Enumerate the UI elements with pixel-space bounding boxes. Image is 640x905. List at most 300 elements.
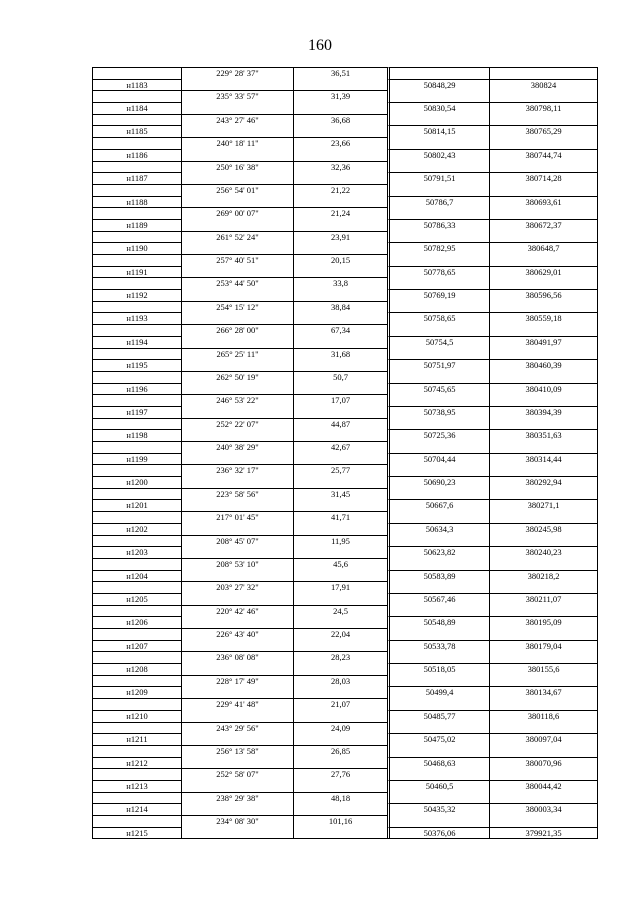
point-row (93, 640, 597, 652)
x-cell: 50830,54 (387, 102, 489, 114)
point-row (93, 453, 597, 465)
distance-cell: 36,51 (293, 67, 387, 79)
y-cell (489, 698, 597, 710)
point-row (93, 406, 597, 418)
point-cell: н1204 (93, 570, 181, 582)
distance-cell: 23,91 (293, 231, 387, 243)
x-cell (387, 605, 489, 617)
x-cell (387, 511, 489, 523)
segment-row (93, 137, 597, 149)
point-cell (93, 394, 181, 406)
bearing-cell (181, 546, 293, 558)
distance-cell: 21,22 (293, 184, 387, 196)
point-cell (93, 675, 181, 687)
segment-row (93, 324, 597, 336)
point-row (93, 523, 597, 535)
segment-row (93, 605, 597, 617)
bearing-cell: 223° 58' 56" (181, 488, 293, 500)
point-cell: н1196 (93, 383, 181, 395)
point-cell (93, 137, 181, 149)
segment-row (93, 745, 597, 757)
bearing-cell: 262° 50' 19" (181, 371, 293, 383)
distance-cell (293, 125, 387, 137)
distance-cell (293, 523, 387, 535)
bearing-cell (181, 336, 293, 348)
y-cell: 380394,39 (489, 406, 597, 418)
bearing-cell: 217° 01' 45" (181, 511, 293, 523)
point-cell (93, 441, 181, 453)
bearing-cell (181, 499, 293, 511)
y-cell (489, 768, 597, 780)
bearing-cell: 226° 43' 40" (181, 628, 293, 640)
segment-row (93, 441, 597, 453)
y-cell: 380240,23 (489, 546, 597, 558)
point-cell: н1206 (93, 616, 181, 628)
y-cell: 380460,39 (489, 359, 597, 371)
bearing-cell (181, 686, 293, 698)
x-cell (387, 792, 489, 804)
segment-row (93, 698, 597, 710)
x-cell: 50725,36 (387, 429, 489, 441)
y-cell (489, 184, 597, 196)
distance-cell (293, 102, 387, 114)
y-cell (489, 277, 597, 289)
point-row (93, 663, 597, 675)
segment-row (93, 207, 597, 219)
x-cell: 50791,51 (387, 172, 489, 184)
y-cell (489, 67, 597, 79)
x-cell: 50738,95 (387, 406, 489, 418)
y-cell: 380629,01 (489, 266, 597, 278)
point-cell (93, 231, 181, 243)
segment-row (93, 628, 597, 640)
y-cell: 380155,6 (489, 663, 597, 675)
distance-cell (293, 359, 387, 371)
bearing-cell: 253° 44' 50" (181, 277, 293, 289)
x-cell (387, 675, 489, 687)
point-cell (93, 90, 181, 102)
x-cell (387, 137, 489, 149)
y-cell (489, 605, 597, 617)
distance-cell (293, 616, 387, 628)
x-cell: 50814,15 (387, 125, 489, 137)
point-cell (93, 277, 181, 289)
distance-cell (293, 219, 387, 231)
point-cell: н1211 (93, 733, 181, 745)
point-cell: н1214 (93, 803, 181, 815)
distance-cell (293, 172, 387, 184)
bearing-cell: 266° 28' 00" (181, 324, 293, 336)
x-cell: 50548,89 (387, 616, 489, 628)
bearing-cell (181, 242, 293, 254)
x-cell (387, 67, 489, 79)
distance-cell: 41,71 (293, 511, 387, 523)
y-cell (489, 581, 597, 593)
segment-row (93, 394, 597, 406)
distance-cell: 38,84 (293, 301, 387, 313)
point-cell (93, 348, 181, 360)
x-cell (387, 628, 489, 640)
distance-cell: 33,8 (293, 277, 387, 289)
bearing-cell: 238° 29' 38" (181, 792, 293, 804)
y-cell: 379921,35 (489, 827, 597, 839)
point-cell: н1192 (93, 289, 181, 301)
bearing-cell (181, 570, 293, 582)
bearing-cell (181, 219, 293, 231)
x-cell (387, 161, 489, 173)
bearing-cell (181, 803, 293, 815)
distance-cell (293, 476, 387, 488)
bearing-cell: 269° 00' 07" (181, 207, 293, 219)
x-cell: 50460,5 (387, 780, 489, 792)
y-cell: 380070,96 (489, 757, 597, 769)
point-row (93, 570, 597, 582)
distance-cell: 36,68 (293, 114, 387, 126)
point-row (93, 780, 597, 792)
x-cell: 50690,23 (387, 476, 489, 488)
distance-cell (293, 686, 387, 698)
x-cell: 50583,89 (387, 570, 489, 582)
point-row (93, 593, 597, 605)
bearing-cell (181, 312, 293, 324)
point-row (93, 359, 597, 371)
point-cell: н1207 (93, 640, 181, 652)
y-cell (489, 324, 597, 336)
bearing-cell: 236° 08' 08" (181, 651, 293, 663)
point-cell (93, 418, 181, 430)
segment-row (93, 371, 597, 383)
bearing-cell (181, 593, 293, 605)
segment-row (93, 67, 597, 79)
bearing-cell (181, 733, 293, 745)
point-row (93, 196, 597, 208)
point-row (93, 803, 597, 815)
point-cell (93, 301, 181, 313)
segment-row (93, 231, 597, 243)
y-cell: 380195,09 (489, 616, 597, 628)
coordinates-table (92, 67, 598, 839)
point-cell (93, 488, 181, 500)
point-row (93, 336, 597, 348)
bearing-cell: 243° 27' 46" (181, 114, 293, 126)
distance-cell: 31,68 (293, 348, 387, 360)
y-cell: 380765,29 (489, 125, 597, 137)
point-cell: н1203 (93, 546, 181, 558)
segment-row (93, 535, 597, 547)
y-cell: 380596,56 (489, 289, 597, 301)
point-row (93, 499, 597, 511)
segment-row (93, 511, 597, 523)
y-cell: 380044,42 (489, 780, 597, 792)
bearing-cell: 252° 58' 07" (181, 768, 293, 780)
segment-row (93, 301, 597, 313)
point-cell (93, 628, 181, 640)
x-cell: 50758,65 (387, 312, 489, 324)
distance-cell: 28,23 (293, 651, 387, 663)
y-cell (489, 745, 597, 757)
point-row (93, 102, 597, 114)
bearing-cell: 265° 25' 11" (181, 348, 293, 360)
bearing-cell (181, 757, 293, 769)
distance-cell (293, 593, 387, 605)
point-cell (93, 324, 181, 336)
x-cell: 50848,29 (387, 79, 489, 91)
point-row (93, 219, 597, 231)
point-cell: н1208 (93, 663, 181, 675)
point-row (93, 79, 597, 91)
bearing-cell: 235° 33' 57" (181, 90, 293, 102)
point-row (93, 242, 597, 254)
y-cell (489, 371, 597, 383)
x-cell (387, 581, 489, 593)
x-cell (387, 558, 489, 570)
bearing-cell (181, 383, 293, 395)
bearing-cell: 236° 32' 17" (181, 464, 293, 476)
x-cell: 50623,82 (387, 546, 489, 558)
distance-cell (293, 336, 387, 348)
point-cell: н1188 (93, 196, 181, 208)
segment-row (93, 792, 597, 804)
y-cell: 380134,67 (489, 686, 597, 698)
y-cell: 380292,94 (489, 476, 597, 488)
bearing-cell: 250° 16' 38" (181, 161, 293, 173)
bearing-cell: 246° 53' 22" (181, 394, 293, 406)
x-cell (387, 90, 489, 102)
point-cell: н1185 (93, 125, 181, 137)
distance-cell: 67,34 (293, 324, 387, 336)
bearing-cell: 243° 29' 56" (181, 722, 293, 734)
y-cell: 380218,2 (489, 570, 597, 582)
y-cell (489, 815, 597, 827)
distance-cell: 31,45 (293, 488, 387, 500)
point-row (93, 429, 597, 441)
bearing-cell: 256° 54' 01" (181, 184, 293, 196)
segment-row (93, 651, 597, 663)
x-cell (387, 418, 489, 430)
point-cell: н1205 (93, 593, 181, 605)
point-cell: н1190 (93, 242, 181, 254)
distance-cell (293, 149, 387, 161)
distance-cell: 101,16 (293, 815, 387, 827)
segment-row (93, 675, 597, 687)
point-cell (93, 815, 181, 827)
point-cell (93, 464, 181, 476)
distance-cell: 48,18 (293, 792, 387, 804)
point-row (93, 383, 597, 395)
x-cell (387, 464, 489, 476)
y-cell (489, 722, 597, 734)
x-cell: 50751,97 (387, 359, 489, 371)
distance-cell: 11,95 (293, 535, 387, 547)
y-cell (489, 207, 597, 219)
point-row (93, 686, 597, 698)
x-cell (387, 371, 489, 383)
y-cell: 380714,28 (489, 172, 597, 184)
point-row (93, 172, 597, 184)
bearing-cell: 228° 17' 49" (181, 675, 293, 687)
y-cell (489, 418, 597, 430)
bearing-cell (181, 406, 293, 418)
distance-cell (293, 453, 387, 465)
point-row (93, 710, 597, 722)
point-row (93, 616, 597, 628)
y-cell (489, 348, 597, 360)
y-cell (489, 675, 597, 687)
x-cell: 50704,44 (387, 453, 489, 465)
distance-cell: 44,87 (293, 418, 387, 430)
point-cell: н1184 (93, 102, 181, 114)
distance-cell (293, 757, 387, 769)
point-cell: н1215 (93, 827, 181, 839)
y-cell (489, 161, 597, 173)
distance-cell (293, 570, 387, 582)
y-cell (489, 114, 597, 126)
segment-row (93, 768, 597, 780)
point-cell (93, 581, 181, 593)
point-cell: н1195 (93, 359, 181, 371)
bearing-cell: 208° 45' 07" (181, 535, 293, 547)
distance-cell: 28,03 (293, 675, 387, 687)
bearing-cell: 256° 13' 58" (181, 745, 293, 757)
point-row (93, 266, 597, 278)
point-cell: н1198 (93, 429, 181, 441)
point-cell: н1213 (93, 780, 181, 792)
distance-cell (293, 242, 387, 254)
bearing-cell (181, 359, 293, 371)
point-row (93, 289, 597, 301)
x-cell (387, 394, 489, 406)
y-cell: 380003,34 (489, 803, 597, 815)
distance-cell (293, 79, 387, 91)
point-cell (93, 651, 181, 663)
x-cell (387, 184, 489, 196)
distance-cell (293, 546, 387, 558)
bearing-cell: 252° 22' 07" (181, 418, 293, 430)
segment-row (93, 254, 597, 266)
bearing-cell: 229° 28' 37" (181, 67, 293, 79)
y-cell: 380314,44 (489, 453, 597, 465)
point-cell: н1187 (93, 172, 181, 184)
x-cell: 50802,43 (387, 149, 489, 161)
segment-row (93, 161, 597, 173)
bearing-cell (181, 780, 293, 792)
x-cell (387, 535, 489, 547)
y-cell (489, 651, 597, 663)
segment-row (93, 418, 597, 430)
point-cell (93, 722, 181, 734)
point-cell: н1199 (93, 453, 181, 465)
point-row (93, 827, 597, 839)
distance-cell (293, 733, 387, 745)
point-row (93, 757, 597, 769)
bearing-cell: 261° 52' 24" (181, 231, 293, 243)
bearing-cell: 234° 08' 30" (181, 815, 293, 827)
y-cell (489, 90, 597, 102)
point-cell (93, 745, 181, 757)
x-cell (387, 768, 489, 780)
point-cell: н1202 (93, 523, 181, 535)
segment-row (93, 277, 597, 289)
point-cell (93, 558, 181, 570)
point-cell (93, 511, 181, 523)
point-cell (93, 207, 181, 219)
point-row (93, 476, 597, 488)
y-cell (489, 231, 597, 243)
x-cell (387, 722, 489, 734)
x-cell (387, 441, 489, 453)
y-cell (489, 488, 597, 500)
bearing-cell (181, 429, 293, 441)
x-cell (387, 277, 489, 289)
segment-row (93, 558, 597, 570)
bearing-cell (181, 289, 293, 301)
point-cell: н1201 (93, 499, 181, 511)
x-cell: 50475,02 (387, 733, 489, 745)
bearing-cell (181, 663, 293, 675)
bearing-cell (181, 196, 293, 208)
bearing-cell (181, 710, 293, 722)
y-cell (489, 137, 597, 149)
y-cell (489, 628, 597, 640)
x-cell (387, 114, 489, 126)
y-cell: 380097,04 (489, 733, 597, 745)
bearing-cell: 240° 38' 29" (181, 441, 293, 453)
point-cell: н1212 (93, 757, 181, 769)
point-row (93, 149, 597, 161)
bearing-cell: 257° 40' 51" (181, 254, 293, 266)
y-cell: 380245,98 (489, 523, 597, 535)
y-cell (489, 441, 597, 453)
distance-cell (293, 663, 387, 675)
segment-row (93, 488, 597, 500)
bearing-cell: 229° 41' 48" (181, 698, 293, 710)
bearing-cell (181, 827, 293, 839)
point-row (93, 312, 597, 324)
x-cell (387, 207, 489, 219)
bearing-cell (181, 79, 293, 91)
distance-cell (293, 406, 387, 418)
bearing-cell (181, 523, 293, 535)
point-cell: н1186 (93, 149, 181, 161)
y-cell (489, 511, 597, 523)
x-cell: 50782,95 (387, 242, 489, 254)
distance-cell: 26,85 (293, 745, 387, 757)
x-cell: 50786,7 (387, 196, 489, 208)
x-cell (387, 488, 489, 500)
x-cell (387, 745, 489, 757)
distance-cell (293, 640, 387, 652)
y-cell: 380824 (489, 79, 597, 91)
point-cell (93, 254, 181, 266)
x-cell: 50754,5 (387, 336, 489, 348)
x-cell (387, 651, 489, 663)
y-cell: 380179,04 (489, 640, 597, 652)
y-cell: 380648,7 (489, 242, 597, 254)
x-cell (387, 348, 489, 360)
y-cell: 380351,63 (489, 429, 597, 441)
y-cell: 380410,09 (489, 383, 597, 395)
x-cell (387, 301, 489, 313)
segment-row (93, 90, 597, 102)
point-cell: н1209 (93, 686, 181, 698)
x-cell: 50778,65 (387, 266, 489, 278)
distance-cell: 22,04 (293, 628, 387, 640)
y-cell (489, 535, 597, 547)
x-cell: 50435,32 (387, 803, 489, 815)
point-cell (93, 792, 181, 804)
x-cell (387, 254, 489, 266)
distance-cell: 21,07 (293, 698, 387, 710)
